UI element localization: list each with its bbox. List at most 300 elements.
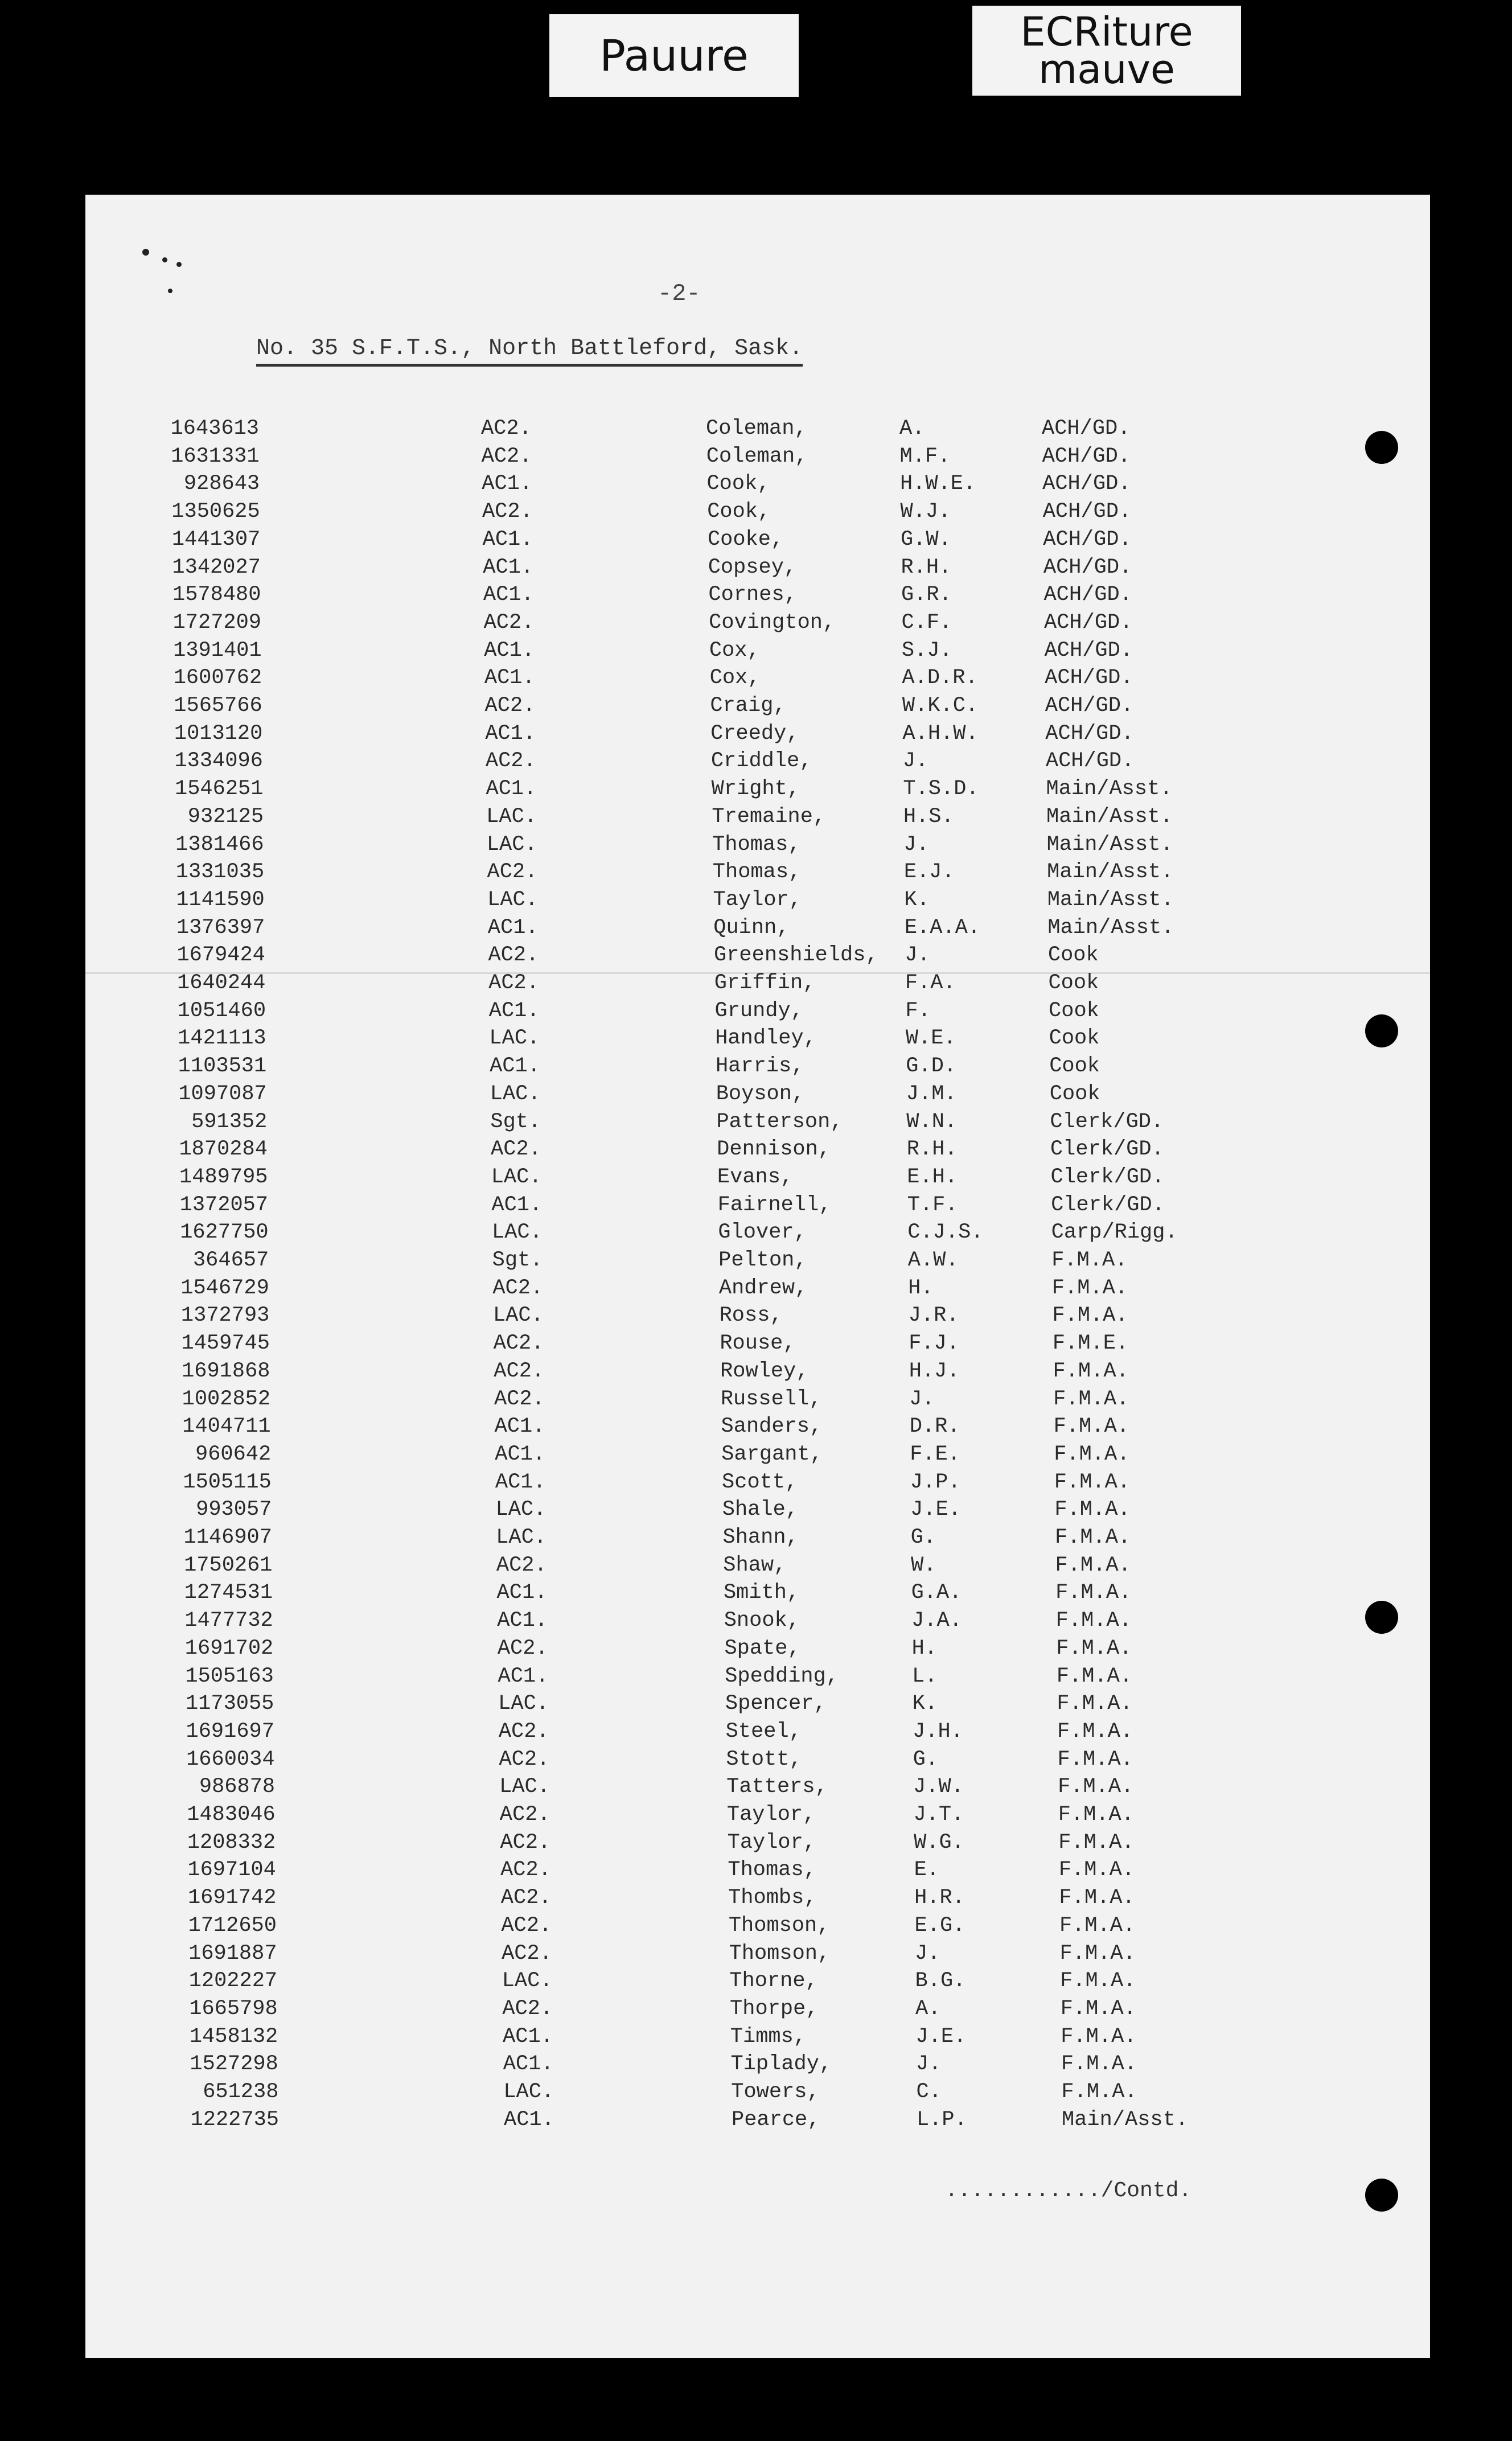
cell-trade: F.M.A. — [1054, 1498, 1131, 1522]
smudge-mark — [142, 249, 149, 256]
cell-rank: AC2. — [485, 749, 536, 774]
cell-initials: A.W. — [907, 1248, 959, 1272]
cell-number: 1331035 — [175, 860, 265, 885]
punch-hole — [1365, 2179, 1398, 2212]
cell-rank: LAC. — [492, 1220, 543, 1245]
cell-rank: AC1. — [485, 721, 536, 746]
cell-rank: AC2. — [502, 1941, 552, 1966]
cell-name: Patterson, — [716, 1109, 843, 1134]
cell-trade: F.M.A. — [1053, 1387, 1129, 1411]
cell-number: 1870284 — [179, 1137, 268, 1162]
cell-rank: LAC. — [503, 2080, 554, 2104]
cell-initials: J. — [903, 832, 929, 857]
table-row — [85, 1193, 1430, 1220]
cell-rank: AC2. — [500, 1886, 552, 1910]
cell-number: 1146907 — [183, 1526, 272, 1550]
table-row — [85, 1914, 1430, 1941]
cell-number: 1697104 — [187, 1858, 276, 1883]
cell-number: 1483046 — [187, 1803, 276, 1827]
tag-label-left: Pauure — [549, 14, 799, 97]
cell-trade: F.M.A. — [1058, 1775, 1134, 1799]
table-row — [85, 556, 1430, 583]
cell-trade: F.M.A. — [1058, 1830, 1135, 1855]
cell-trade: ACH/GD. — [1042, 500, 1132, 524]
document-page — [85, 195, 1430, 2358]
cell-name: Fairnell, — [717, 1193, 832, 1217]
cell-rank: AC2. — [498, 1719, 549, 1744]
cell-trade: Main/Asst. — [1046, 832, 1173, 857]
cell-name: Steel, — [725, 1719, 802, 1744]
table-row — [85, 749, 1430, 776]
cell-rank: AC1. — [494, 1415, 545, 1439]
cell-trade: F.M.A. — [1055, 1609, 1132, 1633]
table-row — [85, 583, 1430, 610]
cell-trade: Carp/Rigg. — [1051, 1220, 1178, 1245]
cell-rank: AC2. — [488, 971, 539, 995]
cell-rank: AC2. — [494, 1387, 545, 1411]
table-row — [85, 1470, 1430, 1498]
cell-name: Spate, — [724, 1636, 800, 1661]
cell-name: Cook, — [707, 500, 771, 524]
cell-name: Harris, — [715, 1054, 804, 1079]
table-row — [85, 1858, 1430, 1885]
cell-name: Dennison, — [717, 1137, 831, 1162]
table-row — [85, 1137, 1430, 1165]
cell-trade: F.M.A. — [1061, 2052, 1137, 2077]
cell-number: 1173055 — [185, 1692, 274, 1716]
cell-trade: F.M.A. — [1051, 1248, 1128, 1272]
cell-initials: A.H.W. — [902, 721, 979, 746]
cell-number: 1565766 — [174, 694, 262, 718]
cell-initials: J.T. — [913, 1803, 964, 1827]
cell-name: Creedy, — [710, 721, 799, 746]
cell-number: 1459745 — [181, 1332, 270, 1356]
cell-number: 1631331 — [171, 444, 260, 469]
cell-name: Criddle, — [710, 749, 812, 774]
cell-name: Ross, — [719, 1304, 783, 1328]
cell-initials: W.J. — [900, 500, 951, 524]
cell-trade: ACH/GD. — [1042, 472, 1131, 496]
table-row — [85, 888, 1430, 915]
smudge-mark — [162, 257, 167, 262]
cell-name: Evans, — [717, 1165, 794, 1189]
cell-number: 364657 — [192, 1248, 269, 1272]
cell-initials: A. — [915, 1996, 941, 2021]
cell-number: 1458132 — [189, 2024, 278, 2049]
table-row — [85, 1359, 1430, 1387]
cell-rank: LAC. — [490, 1082, 541, 1106]
cell-trade: Clerk/GD. — [1050, 1109, 1164, 1134]
cell-name: Grundy, — [714, 998, 803, 1023]
cell-rank: AC1. — [482, 472, 533, 496]
cell-name: Cox, — [709, 666, 761, 691]
table-row — [85, 1748, 1430, 1775]
cell-trade: Cook — [1049, 998, 1099, 1023]
cell-number: 1691702 — [184, 1636, 274, 1661]
table-row — [85, 1026, 1430, 1054]
cell-rank: AC2. — [499, 1803, 550, 1827]
cell-name: Taylor, — [727, 1830, 816, 1855]
cell-trade: ACH/GD. — [1042, 444, 1131, 469]
cell-trade: Cook — [1049, 1082, 1100, 1106]
cell-initials: J.P. — [910, 1470, 961, 1494]
cell-number: 1527298 — [190, 2052, 278, 2077]
cell-rank: AC1. — [503, 2052, 554, 2077]
cell-number: 1712650 — [188, 1913, 277, 1938]
cell-rank: LAC. — [495, 1498, 547, 1522]
table-row — [85, 833, 1430, 860]
cell-trade: Clerk/GD. — [1051, 1193, 1165, 1217]
cell-trade: F.M.A. — [1052, 1304, 1128, 1328]
cell-number: 960642 — [195, 1442, 272, 1466]
cell-trade: ACH/GD. — [1045, 666, 1133, 691]
cell-rank: AC1. — [495, 1470, 546, 1494]
cell-name: Thomas, — [712, 860, 802, 885]
table-row — [85, 1665, 1430, 1692]
cell-trade: F.M.A. — [1059, 1886, 1135, 1910]
cell-rank: AC1. — [491, 1193, 543, 1217]
table-row — [85, 1997, 1430, 2024]
cell-name: Cornes, — [708, 583, 797, 607]
table-row — [85, 639, 1430, 666]
cell-name: Taylor, — [713, 887, 802, 912]
table-row — [85, 1054, 1430, 1082]
page-number: -2- — [658, 280, 701, 307]
cell-trade: Cook — [1047, 943, 1099, 968]
table-row — [85, 1498, 1430, 1525]
cell-initials: F. — [905, 998, 931, 1023]
continued-note: ............/Contd. — [945, 2179, 1192, 2203]
cell-rank: AC2. — [501, 1913, 552, 1938]
cell-name: Thorpe, — [730, 1996, 819, 2021]
cell-number: 1421113 — [178, 1026, 266, 1051]
cell-rank: AC2. — [497, 1636, 548, 1661]
table-row — [85, 1554, 1430, 1581]
cell-name: Rouse, — [720, 1332, 796, 1356]
cell-rank: LAC. — [498, 1692, 549, 1716]
cell-initials: H. — [911, 1636, 938, 1661]
table-row — [85, 2108, 1430, 2135]
cell-initials: C.F. — [901, 610, 952, 635]
cell-initials: A. — [899, 417, 925, 441]
cell-name: Quinn, — [713, 915, 790, 940]
cell-name: Pearce, — [732, 2107, 820, 2132]
cell-number: 1441307 — [171, 527, 261, 552]
table-row — [85, 777, 1430, 804]
cell-rank: AC2. — [488, 943, 539, 968]
cell-number: 1372793 — [180, 1304, 270, 1328]
cell-rank: AC2. — [496, 1553, 547, 1577]
cell-trade: F.M.A. — [1055, 1553, 1131, 1577]
cell-number: 1665798 — [189, 1996, 278, 2021]
cell-initials: W.N. — [906, 1109, 958, 1134]
cell-rank: Sgt. — [492, 1248, 543, 1272]
cell-rank: AC1. — [504, 2107, 554, 2132]
table-row — [85, 1581, 1430, 1608]
cell-rank: LAC. — [486, 832, 537, 857]
cell-initials: C. — [916, 2080, 942, 2104]
cell-trade: Main/Asst. — [1047, 915, 1174, 940]
cell-name: Russell, — [720, 1387, 822, 1411]
cell-initials: G.D. — [906, 1054, 957, 1079]
table-row — [85, 1720, 1430, 1747]
cell-initials: D.R. — [909, 1415, 960, 1439]
cell-number: 1489795 — [179, 1165, 268, 1189]
table-row — [85, 1387, 1430, 1415]
cell-number: 1643613 — [170, 417, 259, 441]
cell-name: Glover, — [718, 1220, 807, 1245]
cell-number: 932125 — [187, 804, 264, 829]
cell-rank: AC1. — [483, 555, 534, 580]
cell-initials: C.J.S. — [907, 1220, 984, 1245]
cell-initials: J.A. — [911, 1609, 962, 1633]
cell-trade: F.M.A. — [1054, 1442, 1130, 1466]
cell-name: Cox, — [709, 638, 760, 663]
cell-rank: AC2. — [494, 1359, 545, 1383]
table-row — [85, 1332, 1430, 1359]
table-row — [85, 694, 1430, 721]
cell-initials: F.A. — [905, 971, 956, 995]
table-row — [85, 1803, 1430, 1830]
cell-name: Timms, — [730, 2024, 807, 2049]
cell-trade: F.M.A. — [1054, 1526, 1131, 1550]
cell-rank: AC1. — [484, 666, 535, 691]
cell-trade: Cook — [1049, 1026, 1100, 1051]
cell-number: 1372057 — [179, 1193, 269, 1217]
cell-name: Tatters, — [726, 1775, 828, 1799]
cell-trade: F.M.A. — [1058, 1858, 1135, 1883]
page-heading: No. 35 S.F.T.S., North Battleford, Sask. — [256, 336, 803, 367]
cell-initials: J.E. — [910, 1498, 961, 1522]
cell-name: Wright, — [711, 777, 800, 802]
cell-initials: G.A. — [911, 1581, 962, 1605]
cell-initials: A.D.R. — [902, 666, 978, 691]
cell-number: 651238 — [203, 2080, 279, 2104]
cell-name: Greenshields, — [714, 943, 878, 968]
smudge-mark — [176, 262, 182, 267]
table-row — [85, 1415, 1430, 1442]
cell-number: 1546251 — [175, 777, 264, 802]
cell-initials: G.R. — [901, 583, 952, 607]
cell-initials: W.G. — [914, 1830, 964, 1855]
cell-trade: F.M.A. — [1051, 1276, 1128, 1300]
cell-trade: ACH/GD. — [1045, 749, 1135, 774]
cell-number: 1640244 — [177, 971, 266, 995]
cell-rank: LAC. — [502, 1969, 553, 1994]
cell-initials: H.S. — [903, 804, 954, 829]
cell-trade: ACH/GD. — [1043, 555, 1132, 580]
table-row — [85, 1692, 1430, 1719]
table-row — [85, 1526, 1430, 1553]
cell-number: 1477732 — [184, 1609, 273, 1633]
cell-rank: AC1. — [495, 1442, 546, 1466]
cell-trade: ACH/GD. — [1043, 527, 1132, 552]
cell-number: 1660034 — [186, 1747, 275, 1772]
cell-initials: H. — [908, 1276, 934, 1300]
cell-trade: F.M.A. — [1060, 1969, 1136, 1994]
cell-name: Shaw, — [723, 1553, 787, 1577]
cell-trade: Main/Asst. — [1047, 860, 1174, 885]
cell-trade: Main/Asst. — [1062, 2107, 1189, 2132]
cell-number: 1208332 — [187, 1830, 276, 1855]
cell-name: Thorne, — [729, 1969, 818, 1994]
cell-name: Scott, — [722, 1470, 798, 1494]
cell-trade: Cook — [1048, 971, 1099, 995]
cell-initials: F.E. — [910, 1442, 961, 1466]
cell-rank: AC1. — [503, 2024, 553, 2049]
cell-trade: ACH/GD. — [1043, 583, 1132, 607]
cell-trade: ACH/GD. — [1042, 417, 1131, 441]
cell-trade: Cook — [1049, 1054, 1100, 1079]
cell-rank: AC2. — [500, 1858, 551, 1883]
cell-rank: AC2. — [492, 1276, 544, 1300]
cell-initials: R.H. — [901, 555, 952, 580]
cell-trade: F.M.A. — [1058, 1803, 1134, 1827]
cell-number: 1627750 — [180, 1220, 269, 1245]
cell-number: 1051460 — [177, 998, 266, 1023]
cell-initials: L. — [912, 1664, 938, 1688]
cell-rank: AC1. — [483, 583, 534, 607]
cell-initials: T.S.D. — [903, 777, 979, 802]
cell-name: Thombs, — [728, 1886, 817, 1910]
cell-rank: AC2. — [499, 1747, 550, 1772]
cell-initials: W. — [911, 1553, 936, 1577]
cell-rank: LAC. — [489, 1026, 540, 1051]
cell-name: Tiplady, — [730, 2052, 832, 2077]
cell-rank: LAC. — [486, 804, 537, 829]
cell-number: 1097087 — [178, 1082, 267, 1106]
table-row — [85, 1886, 1430, 1913]
cell-trade: F.M.A. — [1057, 1692, 1133, 1716]
cell-trade: F.M.A. — [1053, 1415, 1129, 1439]
table-row — [85, 722, 1430, 749]
cell-initials: R.H. — [906, 1137, 958, 1162]
cell-name: Spencer, — [725, 1692, 827, 1716]
cell-trade: F.M.A. — [1056, 1636, 1132, 1661]
cell-initials: J. — [902, 749, 928, 774]
table-row — [85, 1276, 1430, 1304]
cell-name: Sargant, — [721, 1442, 823, 1466]
cell-name: Tremaine, — [712, 804, 826, 829]
cell-initials: K. — [904, 887, 930, 912]
table-row — [85, 1637, 1430, 1664]
table-row — [85, 1165, 1430, 1193]
cell-number: 1376397 — [176, 915, 265, 940]
table-row — [85, 943, 1430, 971]
cell-trade: F.M.A. — [1053, 1359, 1129, 1383]
cell-name: Taylor, — [726, 1803, 816, 1827]
cell-name: Shale, — [722, 1498, 798, 1522]
cell-number: 1103531 — [178, 1054, 267, 1079]
cell-initials: L.P. — [917, 2107, 967, 2132]
cell-rank: LAC. — [491, 1165, 542, 1189]
table-row — [85, 1082, 1430, 1109]
cell-initials: J.M. — [906, 1082, 957, 1106]
cell-initials: E.H. — [907, 1165, 958, 1189]
cell-trade: F.M.A. — [1054, 1470, 1131, 1494]
cell-name: Handley, — [715, 1026, 816, 1051]
cell-initials: J.W. — [913, 1775, 964, 1799]
cell-initials: H.R. — [914, 1886, 965, 1910]
cell-number: 1013120 — [174, 721, 263, 746]
cell-initials: E.A.A. — [904, 915, 981, 940]
cell-name: Snook, — [724, 1609, 800, 1633]
cell-trade: F.M.A. — [1056, 1664, 1133, 1688]
table-row — [85, 971, 1430, 998]
cell-rank: AC2. — [482, 500, 533, 524]
cell-trade: F.M.A. — [1061, 2080, 1137, 2104]
cell-initials: E. — [914, 1858, 939, 1883]
cell-rank: Sgt. — [490, 1109, 541, 1134]
cell-trade: ACH/GD. — [1045, 694, 1134, 718]
cell-number: 1002852 — [182, 1387, 271, 1411]
cell-number: 1546729 — [180, 1276, 269, 1300]
cell-number: 1578480 — [172, 583, 261, 607]
cell-trade: ACH/GD. — [1044, 610, 1133, 635]
cell-trade: Clerk/GD. — [1050, 1165, 1165, 1189]
cell-initials: W.K.C. — [902, 694, 979, 718]
cell-initials: J.E. — [915, 2024, 967, 2049]
table-row — [85, 472, 1430, 499]
table-row — [85, 1775, 1430, 1802]
cell-initials: J. — [915, 1941, 940, 1966]
cell-trade: Main/Asst. — [1047, 887, 1174, 912]
cell-initials: W.E. — [905, 1026, 956, 1051]
table-row — [85, 2052, 1430, 2080]
cell-name: Craig, — [710, 694, 786, 718]
cell-trade: F.M.A. — [1055, 1581, 1132, 1605]
cell-trade: F.M.A. — [1059, 1941, 1136, 1966]
cell-number: 993057 — [196, 1498, 272, 1522]
cell-number: 1334096 — [174, 749, 263, 774]
cell-number: 1381466 — [175, 832, 264, 857]
table-row — [85, 445, 1430, 472]
cell-rank: AC2. — [481, 444, 532, 469]
table-row — [85, 417, 1430, 444]
table-row — [85, 1942, 1430, 1969]
cell-name: Stott, — [726, 1747, 802, 1772]
cell-number: 1141590 — [176, 887, 265, 912]
cell-number: 1350625 — [171, 500, 260, 524]
cell-name: Cook, — [706, 472, 770, 496]
cell-number: 1691868 — [182, 1359, 270, 1383]
cell-trade: F.M.A. — [1057, 1747, 1133, 1772]
cell-initials: K. — [912, 1692, 938, 1716]
cell-rank: LAC. — [499, 1775, 550, 1799]
table-row — [85, 1304, 1430, 1331]
cell-name: Thomson, — [729, 1941, 831, 1966]
cell-number: 1404711 — [182, 1415, 271, 1439]
cell-initials: M.F. — [899, 444, 951, 469]
cell-rank: AC2. — [483, 610, 535, 635]
cell-rank: AC2. — [491, 1137, 541, 1162]
cell-rank: LAC. — [487, 887, 538, 912]
cell-initials: E.J. — [903, 860, 955, 885]
cell-rank: AC1. — [496, 1581, 548, 1605]
cell-name: Cooke, — [707, 527, 784, 552]
cell-number: 1222735 — [190, 2107, 279, 2132]
cell-name: Towers, — [731, 2080, 820, 2104]
cell-trade: ACH/GD. — [1044, 638, 1133, 663]
cell-name: Griffin, — [714, 971, 816, 995]
cell-rank: AC1. — [487, 915, 539, 940]
cell-rank: AC1. — [488, 998, 540, 1023]
cell-rank: LAC. — [492, 1304, 544, 1328]
table-row — [85, 2080, 1430, 2107]
cell-initials: B.G. — [915, 1969, 966, 1994]
cell-number: 1342027 — [172, 555, 261, 580]
table-row — [85, 1969, 1430, 1996]
